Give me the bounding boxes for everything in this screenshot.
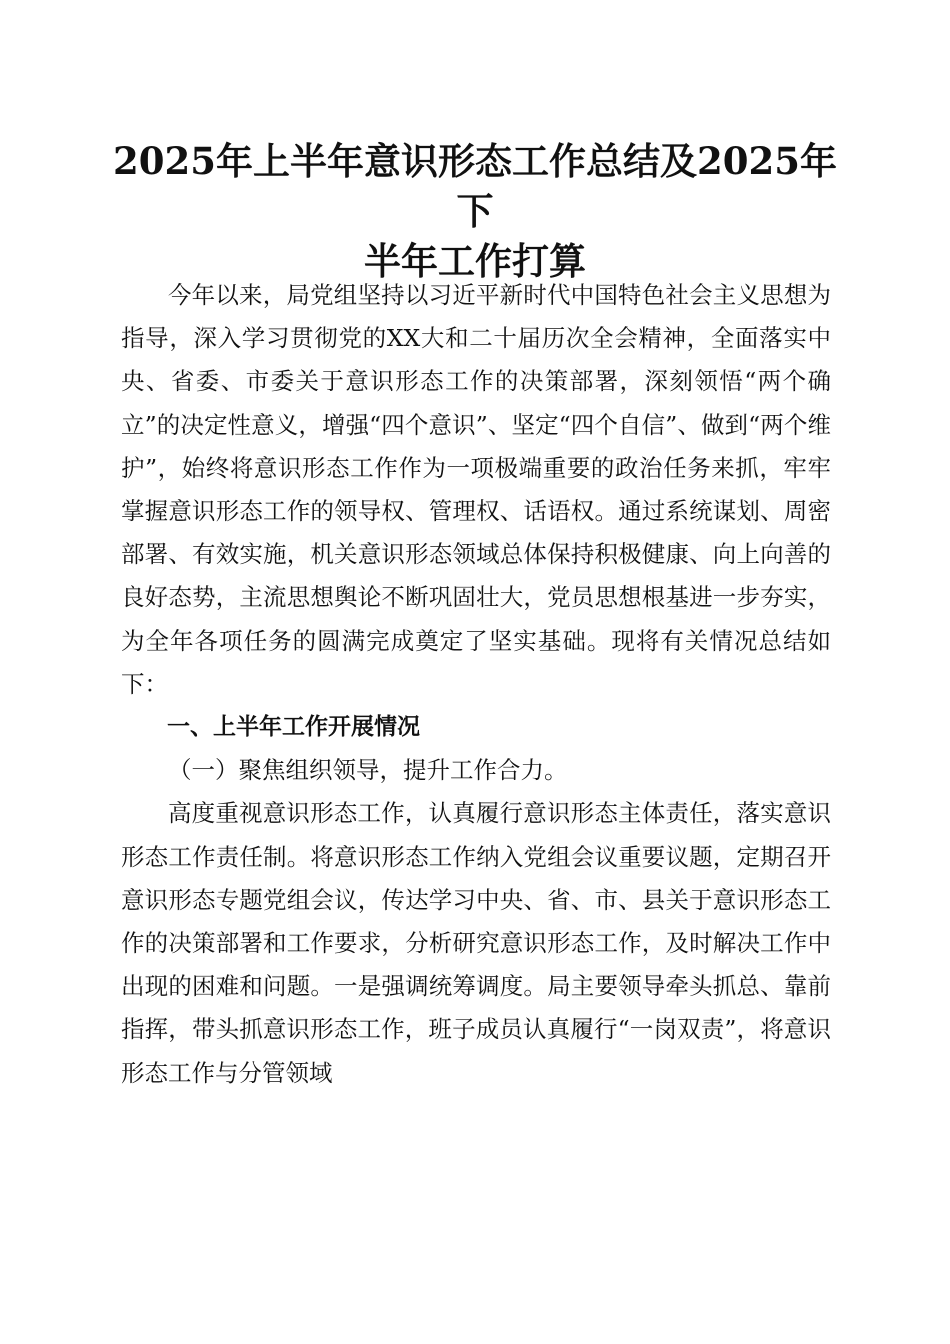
document-body: [121, 274, 831, 1095]
section-heading-1: 一、上半年工作开展情况: [167, 714, 420, 741]
intro-paragraph: 今年以来，局党组坚持以习近平新时代中国特色社会主义思想为指导，深入学习贯彻党的XX大和二十届历次全会精神，全面落实中央、省委、市委关于意识形态工作的决策部署，深刻领悟“两个确立”的决定性意义，增强“四个意识”、坚定“四个自信”、做到“两个维护”，始终将意识形态工作作为一项极端重要的政治任务来抓，牢牢掌握意识形态工作的领导权、管理权、话语权。通过系统谋划、周密部署、有效实施，机关意识形态领域总体保持积极健康、向上向善的良好态势，主流思想舆论不断巩固壮大，党员思想根基进一步夯实，为全年各项任务的圆满完成奠定了坚实基础。现将有关情况总结如下：: [121, 281, 831, 698]
title-line-2: 半年工作打算: [364, 239, 586, 283]
subsection-1-paragraph: 高度重视意识形态工作，认真履行意识形态主体责任，落实意识形态工作责任制。将意识形态工作纳入党组会议重要议题，定期召开意识形态专题党组会议，传达学习中央、省、市、县关于意识形态工作的决策部署和工作要求，分析研究意识形态工作，及时解决工作中出现的困难和问题。一是强调统筹调度。局主要领导牵头抓总、靠前指挥，带头抓意识形态工作，班子成员认真履行“一岗双责”，将意识形态工作与分管领域: [121, 799, 831, 1087]
document-title: [100, 136, 850, 286]
title-line-1: 2025年上半年意识形态工作总结及2025年下: [113, 139, 837, 233]
subsection-heading-1: （一）聚焦组织领导，提升工作合力。: [168, 756, 568, 785]
